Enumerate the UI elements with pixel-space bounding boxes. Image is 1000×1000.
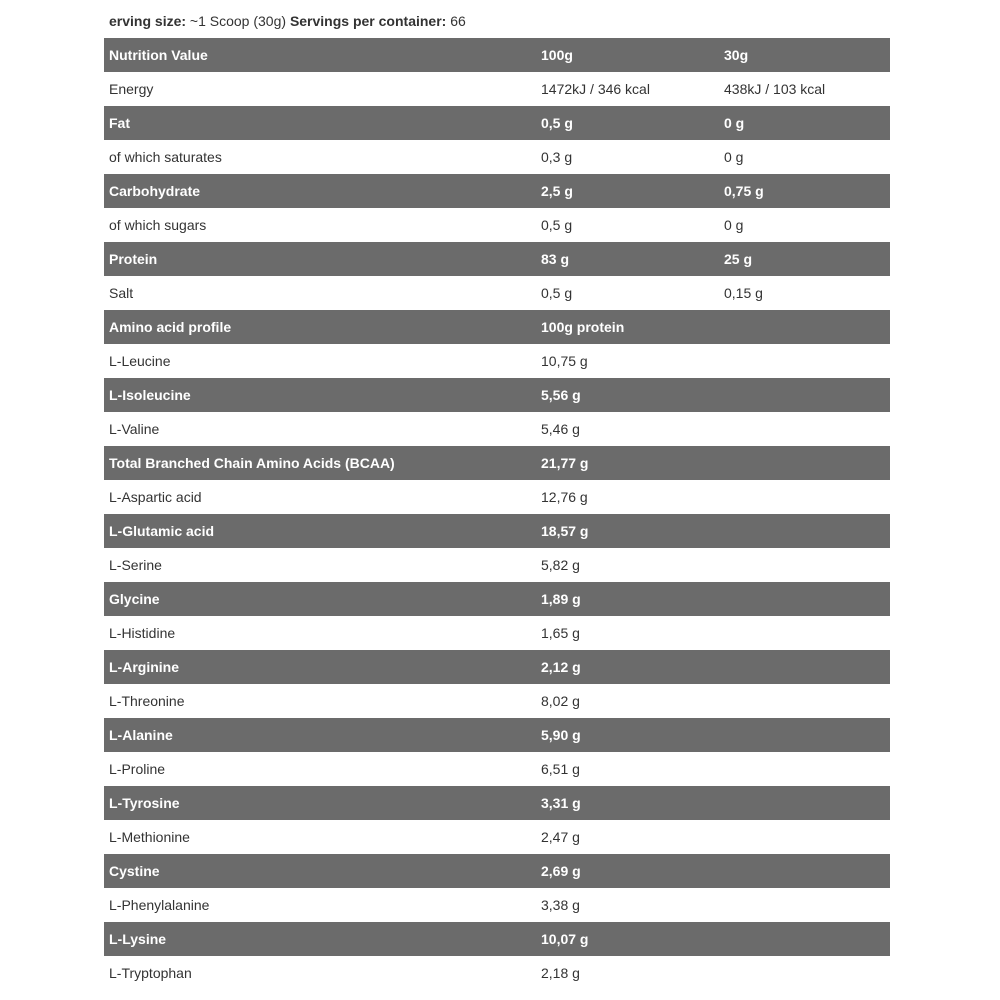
nutrition-header-row [104,38,890,72]
empty-cell [719,854,890,888]
amino-header-label: Amino acid profile [104,310,536,344]
row-value: 5,56 g [536,378,719,412]
row-label: L-Arginine [104,650,536,684]
row-label: L-Valine [104,412,536,446]
table-row [104,582,890,616]
table-row [104,72,890,106]
empty-cell [719,616,890,650]
row-value-30g: 0 g [719,140,890,174]
row-label: L-Phenylalanine [104,888,536,922]
table-row [104,446,890,480]
amino-header-row [104,310,890,344]
row-label: Total Branched Chain Amino Acids (BCAA) [104,446,536,480]
table-row [104,888,890,922]
row-value-30g: 0 g [719,106,890,140]
nutrition-header-label: Nutrition Value [104,38,536,72]
serving-size-value: ~1 Scoop (30g) [186,13,290,29]
empty-cell [719,820,890,854]
empty-cell [719,446,890,480]
row-value: 10,75 g [536,344,719,378]
row-value: 1,89 g [536,582,719,616]
row-value: 2,69 g [536,854,719,888]
empty-cell [719,956,890,990]
table-row [104,208,890,242]
row-value: 6,51 g [536,752,719,786]
row-label: L-Threonine [104,684,536,718]
row-label: Carbohydrate [104,174,536,208]
empty-cell [719,412,890,446]
row-label: L-Aspartic acid [104,480,536,514]
empty-cell [719,922,890,956]
table-row [104,242,890,276]
table-row [104,514,890,548]
row-value-100g: 0,5 g [536,106,719,140]
nutrition-table [104,38,890,990]
table-row [104,786,890,820]
row-label: of which sugars [104,208,536,242]
empty-cell [719,378,890,412]
table-row [104,480,890,514]
row-value-100g: 2,5 g [536,174,719,208]
row-label: L-Leucine [104,344,536,378]
table-row [104,412,890,446]
row-value-100g: 1472kJ / 346 kcal [536,72,719,106]
row-label: Protein [104,242,536,276]
row-value-100g: 0,5 g [536,208,719,242]
serving-info [109,10,466,32]
empty-cell [719,786,890,820]
table-row [104,378,890,412]
row-value-100g: 0,5 g [536,276,719,310]
servings-per-container-value: 66 [446,13,466,29]
table-row [104,616,890,650]
row-label: Fat [104,106,536,140]
nutrition-header-100g: 100g [536,38,719,72]
row-label: L-Proline [104,752,536,786]
table-row [104,344,890,378]
nutrition-header-30g: 30g [719,38,890,72]
row-label: L-Serine [104,548,536,582]
row-value: 3,38 g [536,888,719,922]
table-row [104,922,890,956]
amino-header-100g-protein: 100g protein [536,310,719,344]
row-value: 2,12 g [536,650,719,684]
table-row [104,820,890,854]
row-label: of which saturates [104,140,536,174]
empty-cell [719,650,890,684]
table-row [104,548,890,582]
table-row [104,718,890,752]
row-value-100g: 0,3 g [536,140,719,174]
row-value: 10,07 g [536,922,719,956]
empty-cell [719,480,890,514]
table-row [104,956,890,990]
row-value-30g: 438kJ / 103 kcal [719,72,890,106]
empty-cell [719,752,890,786]
row-label: Salt [104,276,536,310]
row-label: Cystine [104,854,536,888]
table-row [104,684,890,718]
row-label: Energy [104,72,536,106]
row-label: Glycine [104,582,536,616]
row-value: 1,65 g [536,616,719,650]
serving-size-label: erving size: [109,13,187,29]
empty-cell [719,718,890,752]
empty-cell [719,548,890,582]
servings-per-container-label: Servings per container: [289,13,447,29]
table-row [104,276,890,310]
empty-cell [719,344,890,378]
row-value-30g: 0 g [719,208,890,242]
row-label: L-Methionine [104,820,536,854]
row-value: 2,18 g [536,956,719,990]
table-row [104,140,890,174]
row-label: L-Lysine [104,922,536,956]
empty-cell [719,310,890,344]
row-label: L-Alanine [104,718,536,752]
row-value: 5,82 g [536,548,719,582]
empty-cell [719,514,890,548]
row-label: L-Isoleucine [104,378,536,412]
row-label: L-Tryptophan [104,956,536,990]
row-value: 18,57 g [536,514,719,548]
table-row [104,650,890,684]
row-value: 12,76 g [536,480,719,514]
row-value: 3,31 g [536,786,719,820]
row-value: 8,02 g [536,684,719,718]
table-row [104,106,890,140]
row-label: L-Glutamic acid [104,514,536,548]
empty-cell [719,582,890,616]
empty-cell [719,684,890,718]
row-value: 2,47 g [536,820,719,854]
table-row [104,174,890,208]
table-row [104,854,890,888]
row-label: L-Histidine [104,616,536,650]
row-value-100g: 83 g [536,242,719,276]
row-label: L-Tyrosine [104,786,536,820]
row-value: 5,90 g [536,718,719,752]
row-value-30g: 0,75 g [719,174,890,208]
row-value: 5,46 g [536,412,719,446]
row-value-30g: 0,15 g [719,276,890,310]
empty-cell [719,888,890,922]
table-row [104,752,890,786]
row-value: 21,77 g [536,446,719,480]
row-value-30g: 25 g [719,242,890,276]
